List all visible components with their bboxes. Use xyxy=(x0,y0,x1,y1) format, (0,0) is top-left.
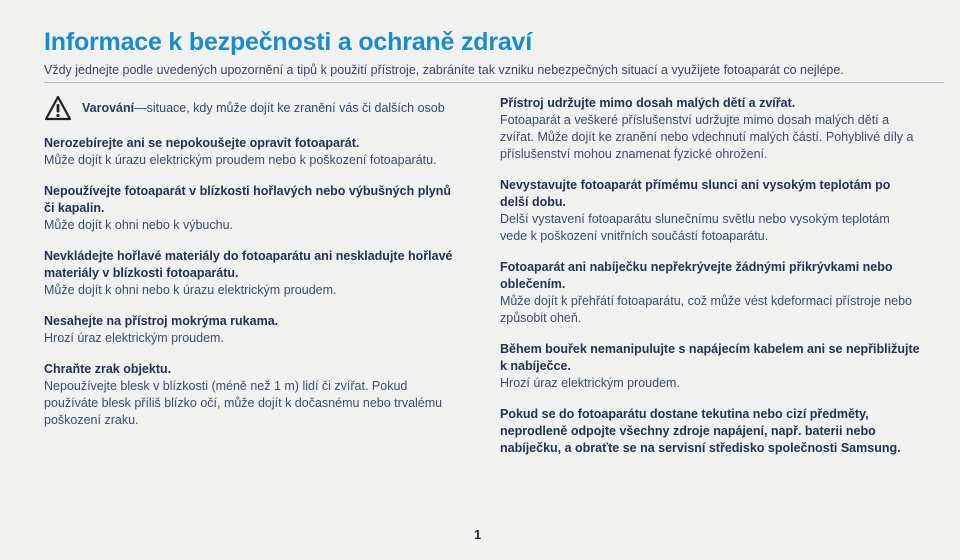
safety-item xyxy=(500,259,920,327)
safety-item-text: Může dojít k ohni nebo k úrazu elektrickým proudem. xyxy=(44,283,337,297)
safety-item-heading: Nesahejte na přístroj mokrýma rukama. xyxy=(44,314,279,328)
safety-item-text: Může dojít k ohni nebo k výbuchu. xyxy=(44,218,234,232)
warning-triangle-icon xyxy=(44,95,72,121)
safety-item xyxy=(500,406,920,457)
safety-item xyxy=(44,135,464,169)
safety-item-heading: Přístroj udržujte mimo dosah malých dětí a zvířat. xyxy=(500,96,796,110)
page-subtitle: Vždy jednejte podle uvedených upozornění a tipů k použití přístroje, zabráníte tak vzniku nebezpečných situací a využijete fotoaparát co nejlépe. xyxy=(44,63,844,77)
safety-item-text: Nepoužívejte blesk v blízkosti (méně než 1 m) lidí či zvířat. Pokud používáte blesk příliš blízko očí, může dojít k dočasnému nebo trvalému poškození zraku. xyxy=(44,379,443,427)
safety-item xyxy=(500,95,920,163)
safety-item-heading: Nevkládejte hořlavé materiály do fotoaparátu ani neskladujte hořlavé materiály v blízkosti fotoaparátu. xyxy=(44,249,453,280)
safety-item-heading: Nevystavujte fotoaparát přímému slunci ani vysokým teplotám po delší dobu. xyxy=(500,178,891,209)
safety-item-heading: Chraňte zrak objektu. xyxy=(44,362,172,376)
safety-item xyxy=(500,341,920,392)
header-divider xyxy=(44,82,944,83)
right-column xyxy=(500,95,920,471)
warning-text xyxy=(82,101,445,115)
safety-item-text: Může dojít k úrazu elektrickým proudem nebo k poškození fotoaparátu. xyxy=(44,153,437,167)
safety-item-heading: Fotoaparát ani nabíječku nepřekrývejte žádnými přikrývkami nebo oblečením. xyxy=(500,260,893,291)
safety-item-heading: Během bouřek nemanipulujte s napájecím kabelem ani se nepřibližujte k nabíječce. xyxy=(500,342,920,373)
safety-item-text: Může dojít k přehřátí fotoaparátu, což může vést kdeformaci přístroje nebo způsobit oheň. xyxy=(500,294,913,325)
warning-banner xyxy=(44,95,464,121)
safety-item xyxy=(44,313,464,347)
safety-item-text: Delší vystavení fotoaparátu slunečnímu světlu nebo vysokým teplotám vede k poškození vnitřních součástí fotoaparátu. xyxy=(500,212,890,243)
safety-item xyxy=(44,248,464,299)
safety-item-heading: Pokud se do fotoaparátu dostane tekutina nebo cizí předměty, neprodleně odpojte všechny zdroje napájení, např. baterii nebo nabíječku, a obraťte se na servisní středisko společnosti Samsung. xyxy=(500,407,901,455)
page-title: Informace k bezpečnosti a ochraně zdraví xyxy=(44,28,532,56)
safety-item-text: Hrozí úraz elektrickým proudem. xyxy=(500,376,680,390)
page-number: 1 xyxy=(474,527,482,542)
left-column xyxy=(44,95,464,443)
safety-item-heading: Nepoužívejte fotoaparát v blízkosti hořlavých nebo výbušných plynů či kapalin. xyxy=(44,184,452,215)
safety-item xyxy=(44,183,464,234)
safety-item-text: Fotoaparát a veškeré příslušenství udržujte mimo dosah malých dětí a zvířat. Může dojít ke zranění nebo vdechnutí malých částí. Pohyblivé díly a příslušenství mohou znamenat fyzické ohrožení. xyxy=(500,113,914,161)
safety-item xyxy=(44,361,464,429)
safety-item-text: Hrozí úraz elektrickým proudem. xyxy=(44,331,224,345)
safety-item-heading: Nerozebírejte ani se nepokoušejte opravit fotoaparát. xyxy=(44,136,360,150)
warning-label: Varování xyxy=(82,101,135,115)
safety-item xyxy=(500,177,920,245)
warning-description: —situace, kdy může dojít ke zranění vás či dalších osob xyxy=(134,101,445,115)
